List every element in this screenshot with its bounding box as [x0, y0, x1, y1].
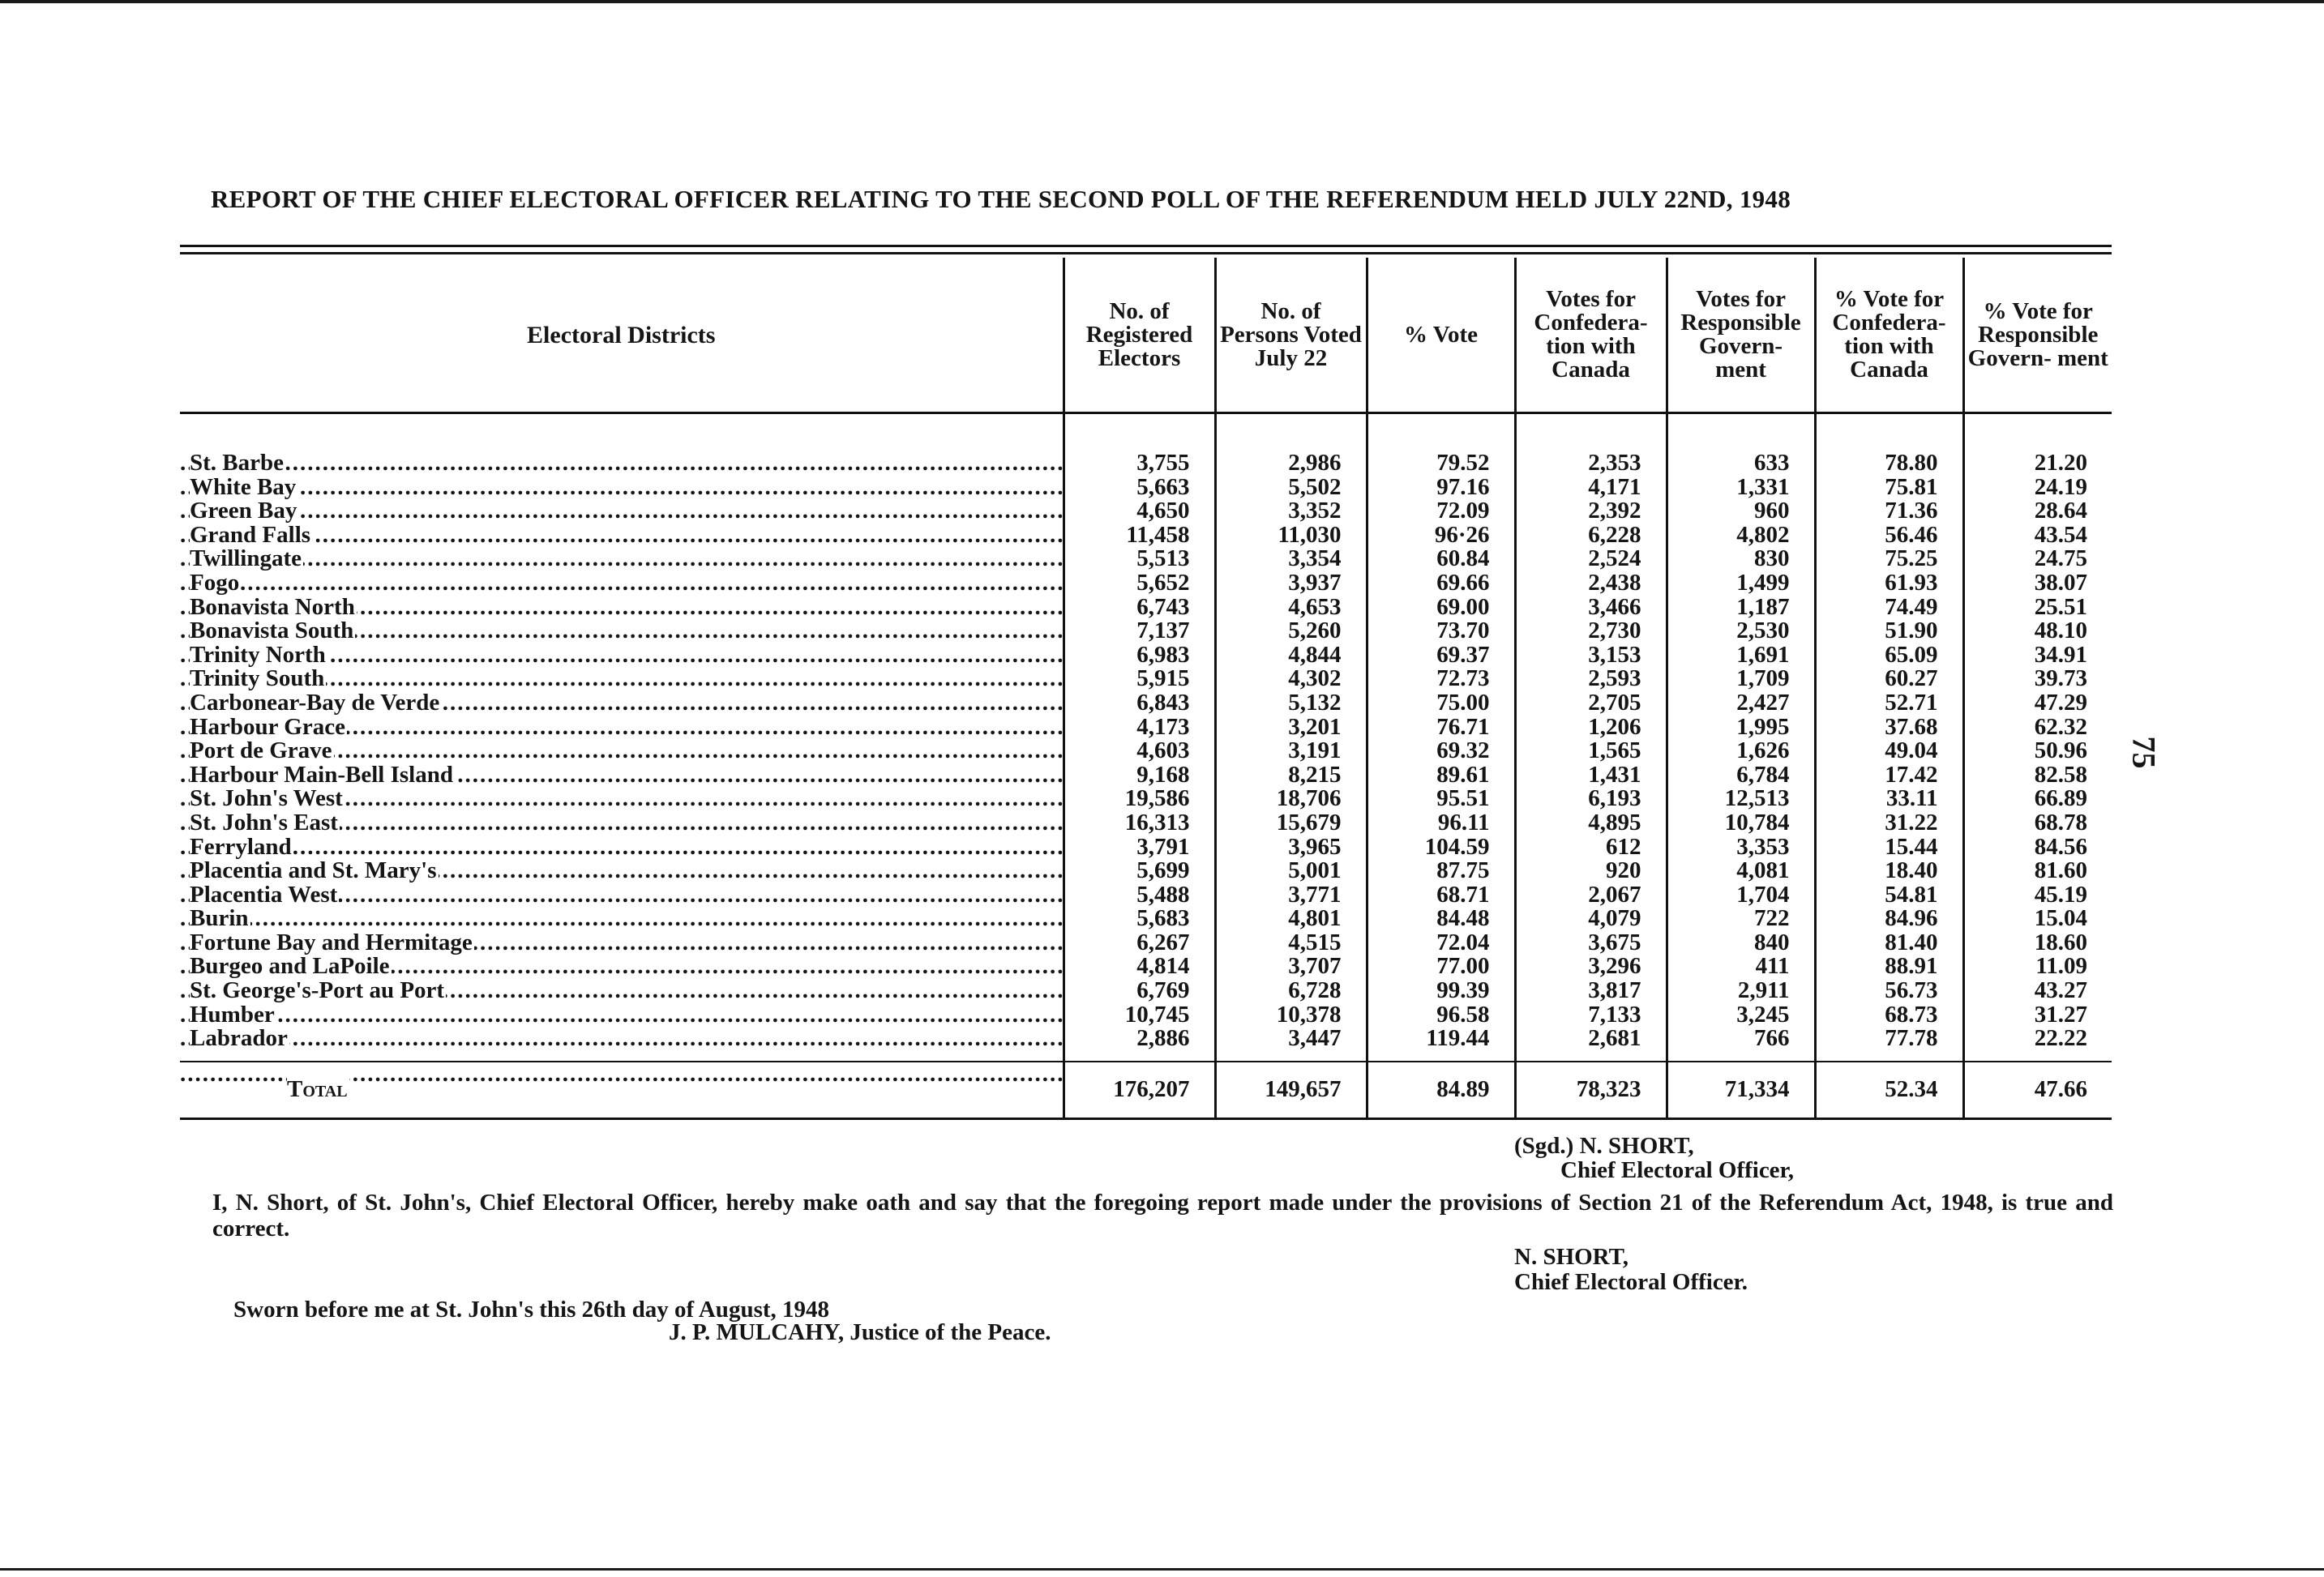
header-persons-voted: No. of Persons Voted July 22 — [1215, 258, 1367, 413]
cell-votes-resp: 3,353 — [1667, 836, 1815, 860]
cell-pct-vote: 79.52 — [1367, 451, 1515, 476]
cell-votes-conf: 1,206 — [1515, 716, 1667, 740]
top-edge-rule — [0, 0, 2324, 3]
cell-votes-resp: 1,691 — [1667, 643, 1815, 668]
sworn-statement: Sworn before me at St. John's this 26th day of August, 1948 — [233, 1297, 830, 1323]
district-name: Harbour Grace — [190, 715, 345, 740]
cell-voted: 3,965 — [1215, 836, 1367, 860]
cell-votes-conf: 2,067 — [1515, 883, 1667, 908]
cell-registered: 3,755 — [1064, 451, 1215, 476]
cell-votes-conf: 4,079 — [1515, 907, 1667, 931]
header-registered-electors: No. of Registered Electors — [1064, 258, 1215, 413]
cell-registered: 3,791 — [1064, 836, 1215, 860]
district-name: Burgeo and LaPoile — [190, 955, 390, 980]
cell-voted: 4,844 — [1215, 643, 1367, 668]
cell-votes-resp: 4,081 — [1667, 859, 1815, 883]
cell-pct-conf: 71.36 — [1815, 499, 1963, 524]
cell-votes-conf: 3,817 — [1515, 979, 1667, 1003]
cell-registered: 5,663 — [1064, 476, 1215, 500]
cell-votes-conf: 7,133 — [1515, 1003, 1667, 1028]
district-name: Trinity North — [190, 643, 326, 668]
district-name: Twillingate — [190, 547, 302, 571]
cell-pct-vote: 96.58 — [1367, 1003, 1515, 1028]
table-row — [180, 836, 2112, 860]
cell-votes-resp: 1,995 — [1667, 716, 1815, 740]
table-row — [180, 763, 2112, 788]
justice-of-peace: J. P. MULCAHY, Justice of the Peace. — [669, 1319, 1051, 1345]
table-row — [180, 979, 2112, 1003]
district-name: Harbour Main-Bell Island — [190, 763, 453, 788]
table-row — [180, 787, 2112, 811]
header-percent-responsible: % Vote for Responsible Govern- ment — [1963, 258, 2112, 413]
district-cell — [180, 691, 1064, 716]
cell-votes-resp: 1,499 — [1667, 571, 1815, 596]
cell-voted: 11,030 — [1215, 524, 1367, 548]
district-name: St. John's West — [190, 787, 343, 811]
cell-votes-resp: 1,709 — [1667, 667, 1815, 691]
district-name: Fogo — [190, 571, 240, 596]
header-percent-vote: % Vote — [1367, 258, 1515, 413]
cell-votes-resp: 633 — [1667, 451, 1815, 476]
cell-pct-vote: 69.37 — [1367, 643, 1515, 668]
total-votes-resp: 71,334 — [1667, 1062, 1815, 1119]
district-cell — [180, 955, 1064, 979]
cell-registered: 5,488 — [1064, 883, 1215, 908]
district-name: Labrador — [190, 1027, 288, 1052]
cell-pct-resp: 15.04 — [1963, 907, 2112, 931]
cell-votes-resp: 766 — [1667, 1027, 1815, 1062]
cell-registered: 11,458 — [1064, 524, 1215, 548]
cell-pct-resp: 43.54 — [1963, 524, 2112, 548]
district-cell — [180, 619, 1064, 643]
cell-pct-vote: 99.39 — [1367, 979, 1515, 1003]
total-pct-conf: 52.34 — [1815, 1062, 1963, 1119]
cell-pct-conf: 18.40 — [1815, 859, 1963, 883]
district-name: Ferryland — [190, 835, 292, 860]
cell-pct-conf: 68.73 — [1815, 1003, 1963, 1028]
cell-pct-resp: 84.56 — [1963, 836, 2112, 860]
table-row — [180, 691, 2112, 716]
cell-registered: 5,652 — [1064, 571, 1215, 596]
cell-pct-resp: 24.19 — [1963, 476, 2112, 500]
cell-votes-conf: 1,565 — [1515, 739, 1667, 763]
cell-pct-vote: 72.09 — [1367, 499, 1515, 524]
cell-pct-vote: 72.73 — [1367, 667, 1515, 691]
cell-votes-conf: 920 — [1515, 859, 1667, 883]
table-row — [180, 476, 2112, 500]
cell-votes-conf: 2,392 — [1515, 499, 1667, 524]
cell-votes-conf: 2,593 — [1515, 667, 1667, 691]
district-cell — [180, 571, 1064, 596]
cell-pct-vote: 69.00 — [1367, 596, 1515, 620]
header-votes-responsible: Votes for Responsible Govern- ment — [1667, 258, 1815, 413]
district-cell — [180, 716, 1064, 740]
cell-pct-conf: 15.44 — [1815, 836, 1963, 860]
table-row — [180, 571, 2112, 596]
cell-voted: 4,515 — [1215, 931, 1367, 955]
cell-votes-conf: 3,153 — [1515, 643, 1667, 668]
cell-votes-resp: 722 — [1667, 907, 1815, 931]
cell-voted: 4,801 — [1215, 907, 1367, 931]
cell-pct-resp: 21.20 — [1963, 451, 2112, 476]
cell-registered: 4,650 — [1064, 499, 1215, 524]
district-cell — [180, 547, 1064, 571]
cell-voted: 4,302 — [1215, 667, 1367, 691]
district-cell — [180, 596, 1064, 620]
cell-pct-conf: 88.91 — [1815, 955, 1963, 979]
district-cell — [180, 836, 1064, 860]
results-table — [180, 258, 2112, 1120]
cell-pct-resp: 68.78 — [1963, 811, 2112, 836]
cell-pct-conf: 61.93 — [1815, 571, 1963, 596]
cell-votes-resp: 1,187 — [1667, 596, 1815, 620]
cell-pct-resp: 50.96 — [1963, 739, 2112, 763]
cell-votes-resp: 4,802 — [1667, 524, 1815, 548]
signature-name: N. SHORT, — [1514, 1244, 1629, 1270]
cell-pct-resp: 11.09 — [1963, 955, 2112, 979]
cell-registered: 2,886 — [1064, 1027, 1215, 1062]
cell-pct-conf: 81.40 — [1815, 931, 1963, 955]
cell-voted: 8,215 — [1215, 763, 1367, 788]
cell-registered: 6,267 — [1064, 931, 1215, 955]
cell-registered: 5,915 — [1064, 667, 1215, 691]
total-registered: 176,207 — [1064, 1062, 1215, 1119]
cell-pct-resp: 31.27 — [1963, 1003, 2112, 1028]
cell-pct-resp: 66.89 — [1963, 787, 2112, 811]
cell-pct-vote: 104.59 — [1367, 836, 1515, 860]
cell-pct-vote: 69.66 — [1367, 571, 1515, 596]
total-label: Total — [287, 1076, 348, 1103]
cell-pct-vote: 96·26 — [1367, 524, 1515, 548]
district-name: Grand Falls — [190, 523, 311, 548]
district-name: St. Barbe — [190, 451, 284, 476]
table-row — [180, 547, 2112, 571]
cell-registered: 5,683 — [1064, 907, 1215, 931]
district-name: White Bay — [190, 475, 297, 500]
cell-voted: 6,728 — [1215, 979, 1367, 1003]
cell-voted: 18,706 — [1215, 787, 1367, 811]
cell-pct-resp: 22.22 — [1963, 1027, 2112, 1062]
cell-voted: 5,001 — [1215, 859, 1367, 883]
total-pct-resp: 47.66 — [1963, 1062, 2112, 1119]
cell-votes-conf: 2,730 — [1515, 619, 1667, 643]
cell-votes-resp: 840 — [1667, 931, 1815, 955]
table-row — [180, 619, 2112, 643]
cell-voted: 3,937 — [1215, 571, 1367, 596]
district-name: Bonavista South — [190, 619, 354, 643]
district-cell — [180, 451, 1064, 476]
table-row — [180, 667, 2112, 691]
cell-voted: 3,352 — [1215, 499, 1367, 524]
cell-pct-conf: 51.90 — [1815, 619, 1963, 643]
cell-pct-conf: 75.81 — [1815, 476, 1963, 500]
cell-pct-conf: 31.22 — [1815, 811, 1963, 836]
cell-pct-conf: 75.25 — [1815, 547, 1963, 571]
cell-pct-resp: 48.10 — [1963, 619, 2112, 643]
cell-registered: 5,513 — [1064, 547, 1215, 571]
cell-registered: 4,814 — [1064, 955, 1215, 979]
district-name: St. George's-Port au Port — [190, 979, 445, 1003]
district-cell — [180, 883, 1064, 908]
cell-pct-conf: 65.09 — [1815, 643, 1963, 668]
total-row — [180, 1062, 2112, 1119]
cell-pct-vote: 95.51 — [1367, 787, 1515, 811]
header-percent-confederation: % Vote for Confedera- tion with Canada — [1815, 258, 1963, 413]
table-row — [180, 643, 2112, 668]
table-row — [180, 1003, 2112, 1028]
cell-registered: 10,745 — [1064, 1003, 1215, 1028]
cell-votes-conf: 6,193 — [1515, 787, 1667, 811]
cell-pct-vote: 89.61 — [1367, 763, 1515, 788]
cell-registered: 4,173 — [1064, 716, 1215, 740]
cell-votes-conf: 2,681 — [1515, 1027, 1667, 1062]
cell-registered: 6,769 — [1064, 979, 1215, 1003]
table-row — [180, 524, 2112, 548]
district-cell — [180, 476, 1064, 500]
oath-statement: I, N. Short, of St. John's, Chief Electoral Officer, hereby make oath and say that the foregoing report made under the provisions of Section 21 of the Referendum Act, 1948, is true and correct. — [212, 1190, 2113, 1242]
cell-pct-resp: 82.58 — [1963, 763, 2112, 788]
cell-pct-conf: 37.68 — [1815, 716, 1963, 740]
cell-voted: 3,191 — [1215, 739, 1367, 763]
table-row — [180, 907, 2112, 931]
district-cell — [180, 667, 1064, 691]
table-row — [180, 883, 2112, 908]
title-rule-upper — [180, 245, 2112, 247]
header-votes-confederation: Votes for Confedera- tion with Canada — [1515, 258, 1667, 413]
district-name: St. John's East — [190, 810, 338, 836]
spacer-row — [180, 413, 2112, 452]
table-row — [180, 859, 2112, 883]
cell-votes-conf: 2,524 — [1515, 547, 1667, 571]
district-name: Placentia and St. Mary's — [190, 859, 437, 883]
district-cell — [180, 931, 1064, 955]
district-cell — [180, 787, 1064, 811]
cell-votes-resp: 3,245 — [1667, 1003, 1815, 1028]
total-votes-conf: 78,323 — [1515, 1062, 1667, 1119]
cell-pct-vote: 87.75 — [1367, 859, 1515, 883]
district-cell — [180, 1027, 1064, 1062]
cell-votes-resp: 6,784 — [1667, 763, 1815, 788]
cell-registered: 9,168 — [1064, 763, 1215, 788]
table-row — [180, 811, 2112, 836]
cell-pct-resp: 28.64 — [1963, 499, 2112, 524]
cell-pct-vote: 72.04 — [1367, 931, 1515, 955]
cell-pct-conf: 49.04 — [1815, 739, 1963, 763]
cell-voted: 5,260 — [1215, 619, 1367, 643]
total-voted: 149,657 — [1215, 1062, 1367, 1119]
district-cell — [180, 1003, 1064, 1028]
district-name: Placentia West — [190, 883, 338, 908]
title-rule-lower — [180, 252, 2112, 254]
cell-votes-resp: 1,704 — [1667, 883, 1815, 908]
cell-registered: 4,603 — [1064, 739, 1215, 763]
cell-pct-vote: 97.16 — [1367, 476, 1515, 500]
cell-voted: 2,986 — [1215, 451, 1367, 476]
district-name: Port de Grave — [190, 739, 332, 763]
cell-voted: 5,132 — [1215, 691, 1367, 716]
cell-pct-resp: 38.07 — [1963, 571, 2112, 596]
cell-voted: 10,378 — [1215, 1003, 1367, 1028]
signature-sgd-name: (Sgd.) N. SHORT, — [1514, 1133, 1694, 1159]
cell-pct-vote: 96.11 — [1367, 811, 1515, 836]
cell-pct-vote: 69.32 — [1367, 739, 1515, 763]
cell-votes-conf: 2,353 — [1515, 451, 1667, 476]
cell-pct-resp: 18.60 — [1963, 931, 2112, 955]
cell-voted: 3,447 — [1215, 1027, 1367, 1062]
cell-registered: 6,743 — [1064, 596, 1215, 620]
cell-voted: 3,201 — [1215, 716, 1367, 740]
cell-pct-conf: 74.49 — [1815, 596, 1963, 620]
cell-registered: 5,699 — [1064, 859, 1215, 883]
cell-pct-vote: 84.48 — [1367, 907, 1515, 931]
district-cell — [180, 643, 1064, 668]
district-cell — [180, 499, 1064, 524]
cell-votes-resp: 10,784 — [1667, 811, 1815, 836]
header-electoral-districts: Electoral Districts — [180, 258, 1064, 413]
table-row — [180, 1027, 2112, 1062]
cell-votes-conf: 612 — [1515, 836, 1667, 860]
signature-title: Chief Electoral Officer. — [1514, 1269, 1748, 1295]
cell-votes-conf: 3,466 — [1515, 596, 1667, 620]
district-name: Trinity South — [190, 667, 325, 691]
cell-pct-resp: 45.19 — [1963, 883, 2112, 908]
cell-pct-resp: 39.73 — [1963, 667, 2112, 691]
cell-pct-resp: 25.51 — [1963, 596, 2112, 620]
report-title: REPORT OF THE CHIEF ELECTORAL OFFICER RELATING TO THE SECOND POLL OF THE REFERENDUM HELD JULY 22ND, 1948 — [211, 185, 1791, 213]
cell-votes-resp: 830 — [1667, 547, 1815, 571]
cell-voted: 3,771 — [1215, 883, 1367, 908]
cell-voted: 15,679 — [1215, 811, 1367, 836]
cell-pct-vote: 60.84 — [1367, 547, 1515, 571]
cell-votes-conf: 2,705 — [1515, 691, 1667, 716]
signature-sgd-title: Chief Electoral Officer, — [1560, 1157, 1795, 1183]
cell-pct-resp: 81.60 — [1963, 859, 2112, 883]
cell-votes-conf: 6,228 — [1515, 524, 1667, 548]
cell-voted: 4,653 — [1215, 596, 1367, 620]
district-name: Fortune Bay and Hermitage — [190, 930, 473, 955]
cell-votes-resp: 1,626 — [1667, 739, 1815, 763]
cell-votes-resp: 2,911 — [1667, 979, 1815, 1003]
table-row — [180, 499, 2112, 524]
district-cell — [180, 811, 1064, 836]
total-label-cell — [180, 1062, 1064, 1119]
cell-pct-conf: 60.27 — [1815, 667, 1963, 691]
cell-votes-conf: 4,895 — [1515, 811, 1667, 836]
cell-pct-conf: 17.42 — [1815, 763, 1963, 788]
page-number: 75 — [2125, 736, 2163, 769]
cell-votes-conf: 3,296 — [1515, 955, 1667, 979]
cell-pct-conf: 52.71 — [1815, 691, 1963, 716]
cell-registered: 7,137 — [1064, 619, 1215, 643]
district-cell — [180, 859, 1064, 883]
cell-voted: 5,502 — [1215, 476, 1367, 500]
cell-votes-conf: 2,438 — [1515, 571, 1667, 596]
cell-pct-vote: 73.70 — [1367, 619, 1515, 643]
district-cell — [180, 907, 1064, 931]
cell-votes-resp: 1,331 — [1667, 476, 1815, 500]
table-row — [180, 739, 2112, 763]
cell-registered: 16,313 — [1064, 811, 1215, 836]
table-row — [180, 451, 2112, 476]
cell-votes-resp: 2,427 — [1667, 691, 1815, 716]
cell-pct-conf: 77.78 — [1815, 1027, 1963, 1062]
cell-votes-conf: 3,675 — [1515, 931, 1667, 955]
cell-pct-resp: 62.32 — [1963, 716, 2112, 740]
table-row — [180, 955, 2112, 979]
cell-pct-vote: 76.71 — [1367, 716, 1515, 740]
header-row — [180, 258, 2112, 413]
cell-pct-conf: 56.73 — [1815, 979, 1963, 1003]
district-name: Bonavista North — [190, 595, 355, 620]
cell-voted: 3,707 — [1215, 955, 1367, 979]
cell-registered: 19,586 — [1064, 787, 1215, 811]
cell-pct-vote: 75.00 — [1367, 691, 1515, 716]
cell-pct-conf: 84.96 — [1815, 907, 1963, 931]
cell-votes-conf: 1,431 — [1515, 763, 1667, 788]
cell-votes-resp: 2,530 — [1667, 619, 1815, 643]
cell-pct-resp: 24.75 — [1963, 547, 2112, 571]
district-name: Green Bay — [190, 499, 297, 524]
cell-votes-conf: 4,171 — [1515, 476, 1667, 500]
cell-pct-conf: 78.80 — [1815, 451, 1963, 476]
district-cell — [180, 524, 1064, 548]
cell-pct-resp: 34.91 — [1963, 643, 2112, 668]
cell-votes-resp: 411 — [1667, 955, 1815, 979]
cell-pct-resp: 43.27 — [1963, 979, 2112, 1003]
cell-pct-vote: 68.71 — [1367, 883, 1515, 908]
district-name: Humber — [190, 1002, 275, 1028]
district-cell — [180, 979, 1064, 1003]
district-cell — [180, 739, 1064, 763]
cell-pct-resp: 47.29 — [1963, 691, 2112, 716]
cell-votes-resp: 960 — [1667, 499, 1815, 524]
table-row — [180, 716, 2112, 740]
district-name: Carbonear-Bay de Verde — [190, 690, 440, 716]
bottom-edge-rule — [0, 1568, 2324, 1571]
cell-registered: 6,983 — [1064, 643, 1215, 668]
district-cell — [180, 763, 1064, 788]
cell-pct-conf: 54.81 — [1815, 883, 1963, 908]
cell-pct-conf: 56.46 — [1815, 524, 1963, 548]
cell-pct-conf: 33.11 — [1815, 787, 1963, 811]
cell-votes-resp: 12,513 — [1667, 787, 1815, 811]
cell-pct-vote: 77.00 — [1367, 955, 1515, 979]
total-pct-vote: 84.89 — [1367, 1062, 1515, 1119]
cell-registered: 6,843 — [1064, 691, 1215, 716]
cell-voted: 3,354 — [1215, 547, 1367, 571]
cell-pct-vote: 119.44 — [1367, 1027, 1515, 1062]
table-row — [180, 596, 2112, 620]
district-name: Burin — [190, 907, 249, 931]
table-row — [180, 931, 2112, 955]
